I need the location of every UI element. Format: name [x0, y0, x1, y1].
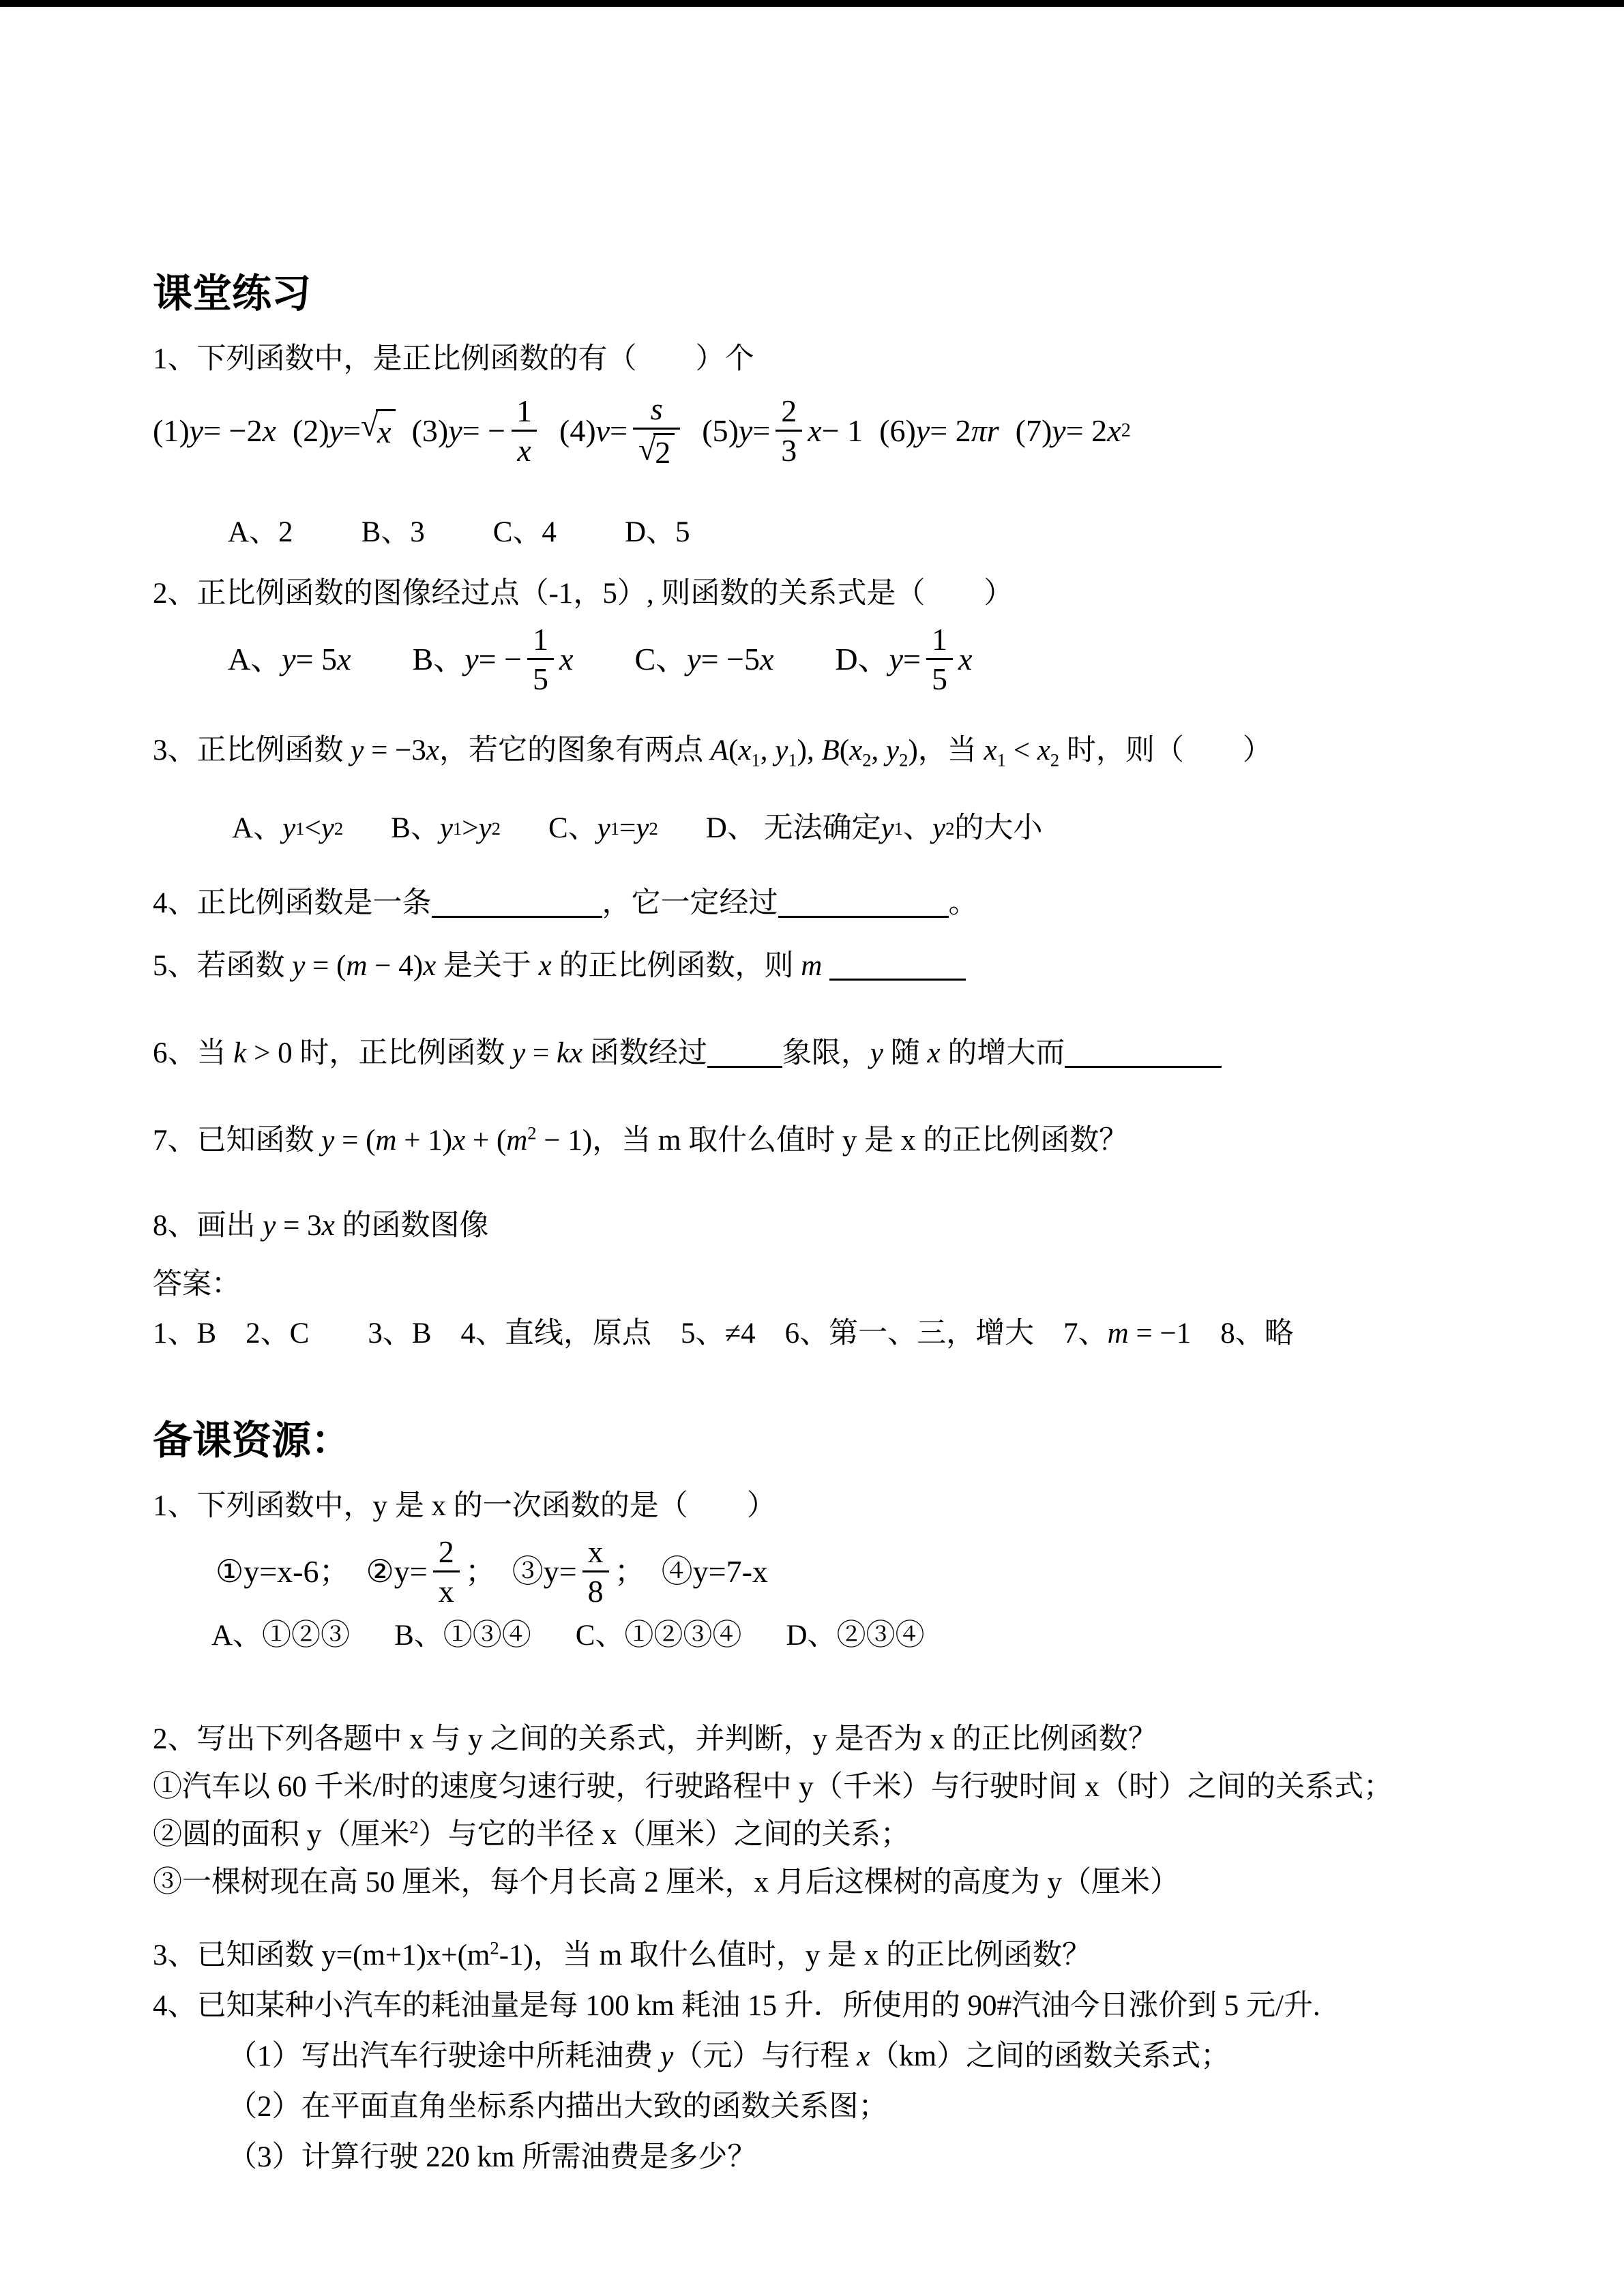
- formula-6: (6) y = 2 πr: [879, 413, 999, 448]
- option-d: D、5: [624, 516, 690, 548]
- practice-q7-text: 7、已知函数 $y = (m + 1)x + (m^2 - 1)$，当 m 取什么值时 y 是 x 的正比例函数？: [153, 1122, 1129, 1157]
- resources-q2-item-1: ①汽车以 60 千米/时的速度匀速行驶，行驶路程中 y（千米）与行驶时间 x（时）之间的关系式；: [153, 1770, 1393, 1803]
- resources-q2-item-2: ②圆的面积 y（厘米$^2$）与它的半径 x（厘米）之间的关系；: [153, 1817, 910, 1851]
- resources-q4-item-1: （1）写出汽车行驶途中所耗油费 y（元）与行程 x（km）之间的函数关系式；: [228, 2040, 1230, 2073]
- resources-q4-item-2: （2）在平面直角坐标系内描出大致的函数关系图；: [228, 2091, 888, 2123]
- option-b: B、 y 1 > y 2: [391, 811, 501, 844]
- formula-1: (1) y = −2 x: [153, 413, 276, 448]
- practice-q1-text: 1、下列函数中，是正比例函数的有（ ）个: [153, 342, 754, 375]
- practice-section-title: 课堂练习: [153, 271, 312, 316]
- practice-q1-formula-row: [153, 392, 1563, 470]
- option-d: D、 无法确定 y 1 、 y 2 的大小: [705, 811, 1043, 844]
- practice-q3-options: [153, 809, 1563, 848]
- resources-section-title: 备课资源：: [153, 1418, 351, 1463]
- formula-3: (3) y = − $\frac{1}{x}$: [412, 394, 543, 468]
- option-a: A、2: [228, 516, 293, 548]
- option-a: A、 y = 5 x: [228, 641, 351, 676]
- resources-q4-item-3: （3）计算行驶 220 km 所需油费是多少？: [228, 2141, 757, 2173]
- practice-q4-text: 4、正比例函数是一条 ，它一定经过 。: [153, 886, 978, 919]
- practice-q1-options: [153, 513, 1563, 552]
- practice-q5-text: 5、若函数 y = (m − 4)x 是关于 x 的正比例函数，则 m: [153, 947, 1563, 985]
- resources-q1-formula-row: [153, 1535, 1563, 1609]
- option-d: D、 y = $\frac{1}{5}$ x: [835, 621, 973, 697]
- option-a: A、 y 1 < y 2: [232, 811, 344, 844]
- resources-q3-text: 3、已知函数 $y=(m+1)x+(m^2-1)$，当 m 取什么值时，y 是 x 的正比例函数？: [153, 1938, 1092, 1972]
- formula-7: (7) y = 2 x 2: [1015, 413, 1131, 448]
- resources-q2-item-3: ③一棵树现在高 50 厘米，每个月长高 2 厘米，x 月后这棵树的高度为 y（厘米）: [153, 1866, 1179, 1898]
- option-c: C、①②③④: [575, 1619, 742, 1652]
- practice-q2-options: [153, 623, 1563, 696]
- option-a: A、①②③: [211, 1619, 351, 1652]
- formula-list: ①y=x-6； ②y= $\frac{2}{x}$ ； ③y= $\frac{x}{8}$ ； ④y=7-x: [216, 1534, 768, 1609]
- option-c: C、 y 1 = y 2: [548, 811, 658, 844]
- formula-5: (5) y = $\frac{2}{3}$ x − 1: [702, 393, 863, 468]
- resources-q1-text: 1、下列函数中，y 是 x 的一次函数的是（ ）: [153, 1489, 776, 1522]
- resources-q4-text: 4、已知某种小汽车的耗油量是每 100 km 耗油 15 升．所使用的 90#汽油今日涨价到 5 元/升.: [153, 1990, 1320, 2023]
- option-b: B、 y = − $\frac{1}{5}$ x: [412, 621, 574, 697]
- option-c: C、 y = −5 x: [634, 641, 774, 676]
- option-d: D、②③④: [786, 1619, 925, 1652]
- top-border-bar: [0, 0, 1624, 7]
- practice-q3-text: 3、正比例函数 y = −3x，若它的图象有两点 $A(x_1$, $y_1$), $B(x_2$, $y_2$)，当 $x_1 < x_2$ 时，则（ ）: [153, 734, 1272, 771]
- resources-q1-options: [153, 1617, 1563, 1655]
- resources-q2-text: 2、写出下列各题中 x 与 y 之间的关系式，并判断，y 是否为 x 的正比例函数？: [153, 1723, 1157, 1755]
- formula-2: (2) y = √ x: [293, 409, 396, 453]
- practice-q2-text: 2、正比例函数的图像经过点（-1，5）, 则函数的关系式是（ ）: [153, 577, 1014, 610]
- practice-q6-text: 6、当 k > 0 时，正比例函数 y = kx 函数经过 象限，y 随 x 的增大而: [153, 1034, 1563, 1073]
- answers-line: 1、B 2、C 3、B 4、直线，原点 5、≠4 6、第一、三，增大 7、m = −1 8、略: [153, 1317, 1294, 1350]
- practice-q8-text: 8、画出 y = 3x 的函数图像: [153, 1210, 489, 1242]
- option-b: B、①③④: [394, 1619, 531, 1652]
- formula-4: (4) v = s √ 2: [559, 392, 685, 470]
- option-c: C、4: [492, 516, 557, 548]
- option-b: B、3: [361, 516, 425, 548]
- answers-label: 答案：: [153, 1268, 241, 1301]
